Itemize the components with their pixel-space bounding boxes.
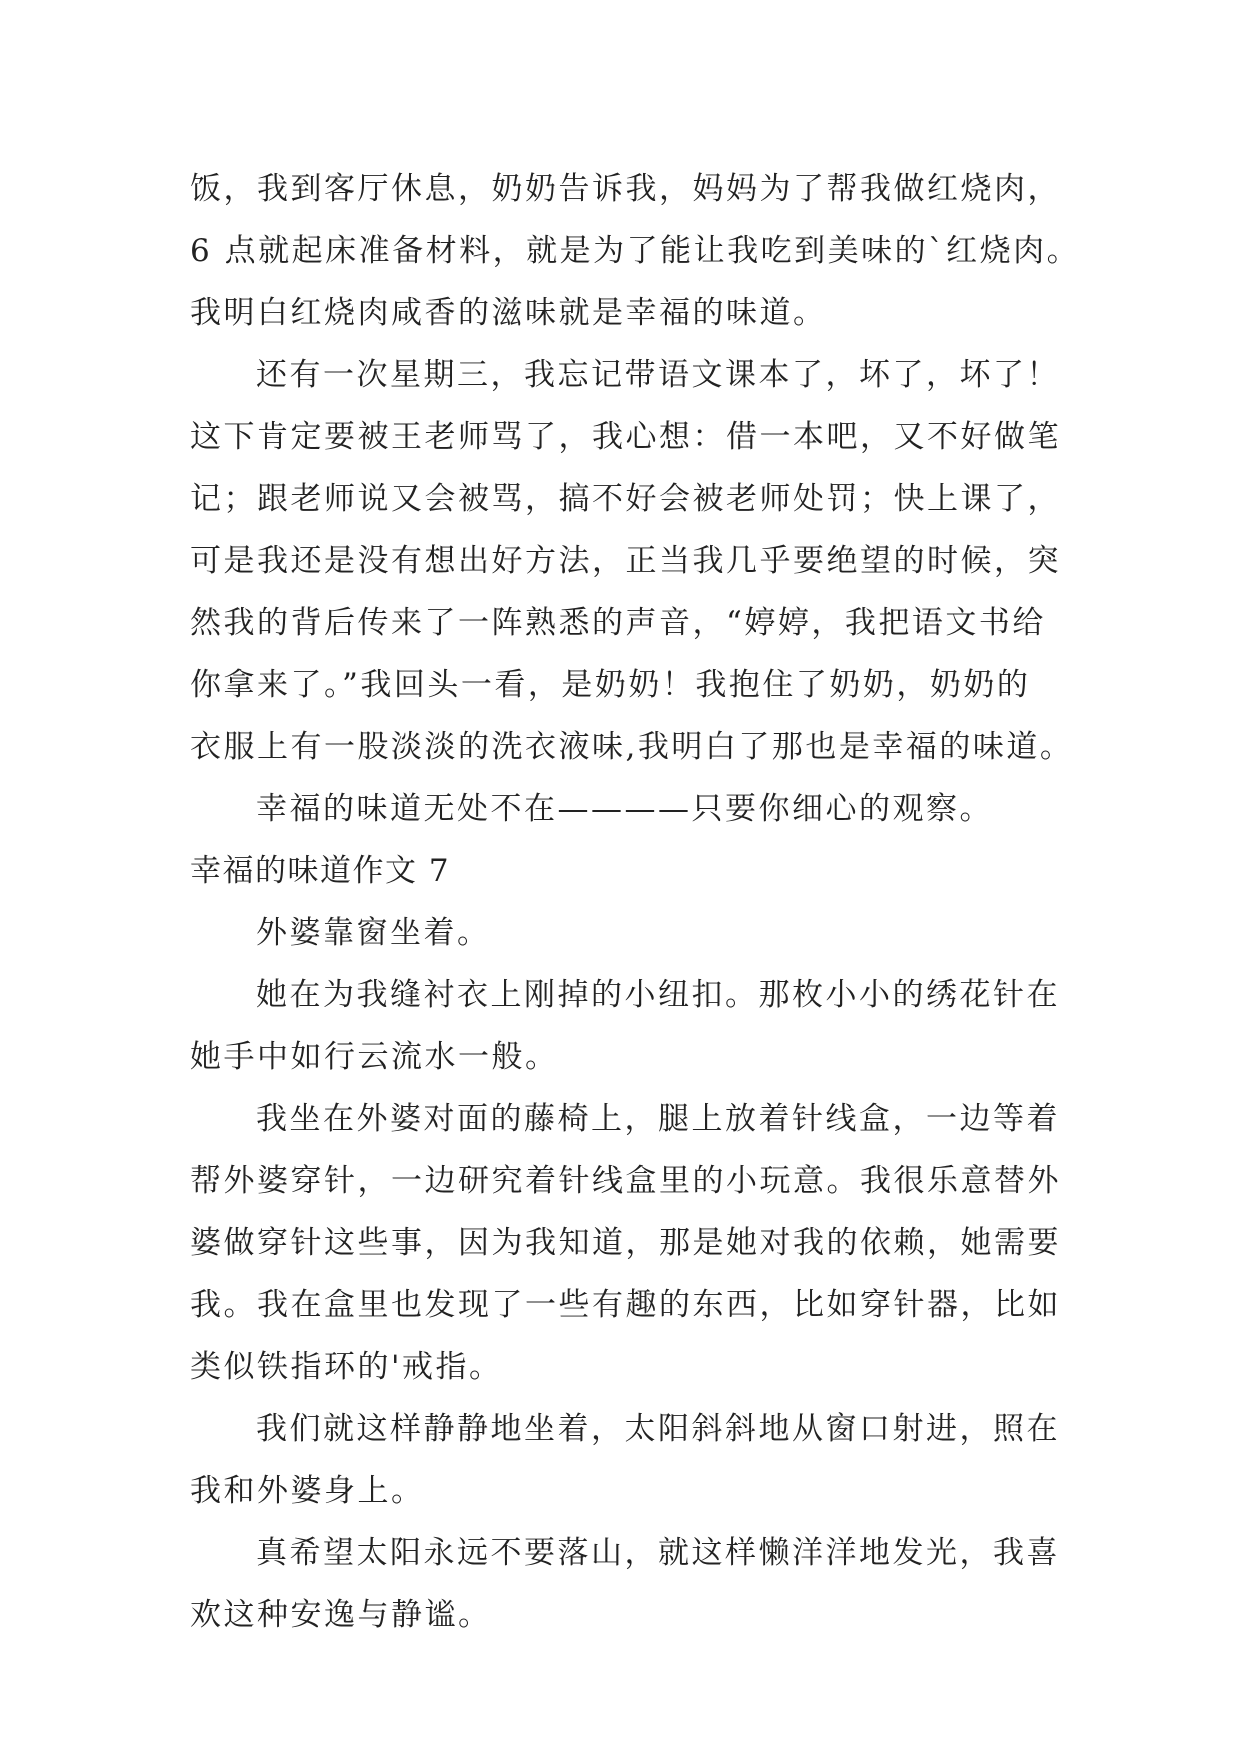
text-line: 记；跟老师说又会被骂，搞不好会被老师处罚；快上课了， bbox=[190, 481, 1061, 517]
paragraph bbox=[190, 344, 1074, 778]
text-line: 幸福的味道无处不在————只要你细心的观察。 bbox=[256, 791, 993, 827]
text-line: 她手中如行云流水一般。 bbox=[190, 1039, 559, 1075]
paragraph bbox=[190, 902, 1060, 964]
paragraph bbox=[190, 778, 1060, 840]
text-line: 饭，我到客厅休息，奶奶告诉我，妈妈为了帮我做红烧肉， bbox=[190, 171, 1061, 207]
text-line: 外婆靠窗坐着。 bbox=[256, 915, 491, 951]
text-line: 还有一次星期三，我忘记带语文课本了，坏了，坏了！ bbox=[256, 357, 1060, 393]
text-line: 我们就这样静静地坐着，太阳斜斜地从窗口射进，照在 bbox=[256, 1411, 1060, 1447]
paragraph bbox=[190, 1088, 1060, 1398]
essay-heading: 幸福的味道作文 7 bbox=[190, 853, 451, 889]
paragraph bbox=[190, 964, 1060, 1088]
text-line: 可是我还是没有想出好方法，正当我几乎要绝望的时候，突 bbox=[190, 543, 1061, 579]
text-line: 婆做穿针这些事，因为我知道，那是她对我的依赖，她需要 bbox=[190, 1225, 1061, 1261]
text-line: 类似铁指环的'戒指。 bbox=[190, 1349, 503, 1385]
text-line: 我和外婆身上。 bbox=[190, 1473, 425, 1509]
text-line: 衣服上有一股淡淡的洗衣液味,我明白了那也是幸福的味道。 bbox=[190, 729, 1074, 765]
text-line: 真希望太阳永远不要落山，就这样懒洋洋地发光，我喜 bbox=[256, 1535, 1060, 1571]
paragraph bbox=[190, 158, 1081, 344]
text-line: 6 点就起床准备材料，就是为了能让我吃到美味的`红烧肉。 bbox=[190, 233, 1081, 269]
paragraph bbox=[190, 1522, 1060, 1646]
text-line: 我明白红烧肉咸香的滋味就是幸福的味道。 bbox=[190, 295, 827, 331]
text-line: 她在为我缝衬衣上刚掉的小纽扣。那枚小小的绣花针在 bbox=[256, 977, 1060, 1013]
text-line: 欢这种安逸与静谧。 bbox=[190, 1597, 492, 1633]
text-line: 我。我在盒里也发现了一些有趣的东西，比如穿针器，比如 bbox=[190, 1287, 1061, 1323]
text-line: 帮外婆穿针，一边研究着针线盒里的小玩意。我很乐意替外 bbox=[190, 1163, 1061, 1199]
text-line: 然我的背后传来了一阵熟悉的声音，“婷婷，我把语文书给 bbox=[190, 605, 1046, 641]
text-line: 这下肯定要被王老师骂了，我心想：借一本吧，又不好做笔 bbox=[190, 419, 1061, 455]
text-line: 你拿来了。”我回头一看，是奶奶！我抱住了奶奶，奶奶的 bbox=[190, 667, 1031, 703]
paragraph bbox=[190, 1398, 1060, 1522]
essay-body bbox=[190, 158, 1081, 1646]
text-line: 我坐在外婆对面的藤椅上，腿上放着针线盒，一边等着 bbox=[256, 1101, 1060, 1137]
